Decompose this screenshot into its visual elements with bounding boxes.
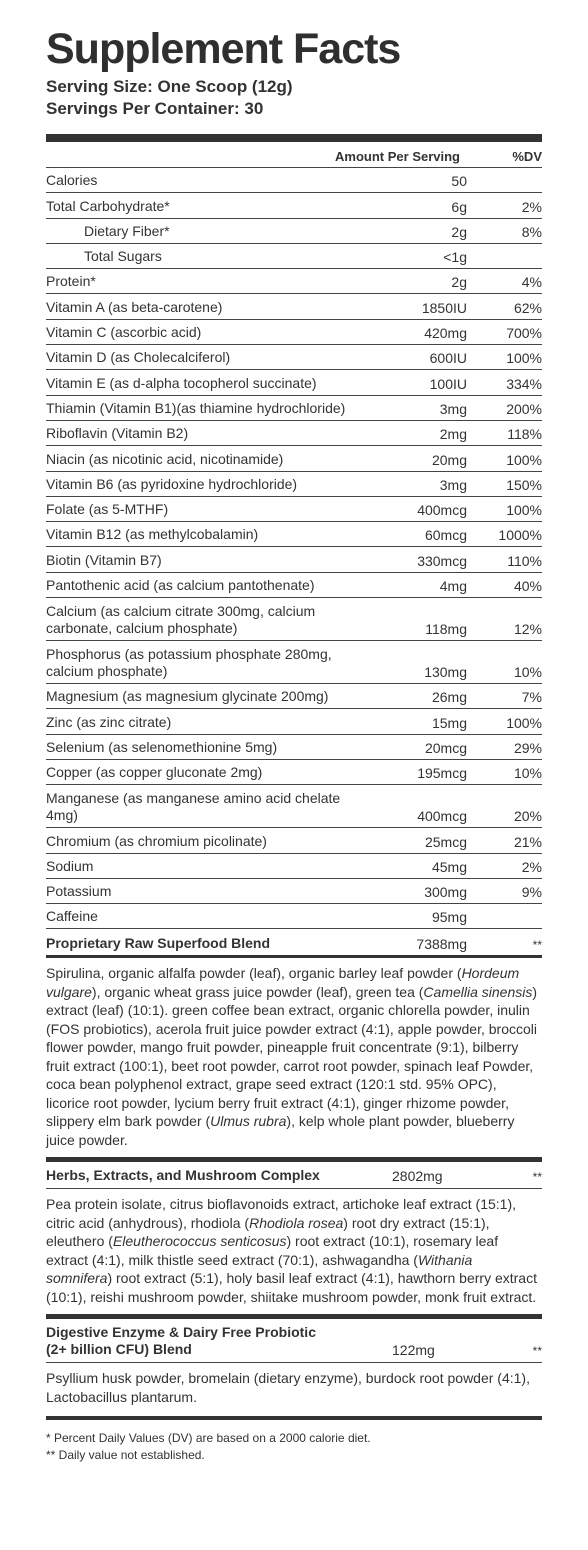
nutrient-dv: 29% — [513, 739, 542, 756]
nutrient-name: Chromium (as chromium picolinate) — [46, 832, 267, 849]
nutrient-amount: 20mcg — [424, 739, 467, 756]
nutrient-dv: 700% — [506, 325, 542, 342]
nutrient-dv: 100% — [506, 502, 542, 519]
nutrient-name: Calcium (as calcium citrate 300mg, calcium carbonate, calcium phosphate) — [46, 603, 316, 637]
nutrient-dv: 7% — [521, 689, 542, 706]
nutrient-amount: <1g — [443, 249, 467, 266]
blend-name: Proprietary Raw Superfood Blend — [46, 935, 271, 952]
nutrient-amount: 50 — [451, 173, 467, 190]
nutrient-name: Zinc (as zinc citrate) — [46, 713, 172, 730]
nutrient-name: Vitamin E (as d-alpha tocopherol succinate) — [46, 374, 317, 391]
nutrient-amount: 400mcg — [417, 502, 467, 519]
panel-title: Supplement Facts — [46, 25, 401, 73]
nutrient-row — [46, 879, 542, 904]
nutrient-name: Vitamin D (as Cholecalciferol) — [46, 349, 231, 366]
blend-name: Herbs, Extracts, and Mushroom Complex — [46, 1167, 320, 1184]
nutrient-name: Niacin (as nicotinic acid, nicotinamide) — [46, 450, 284, 467]
footnotes — [46, 1430, 542, 1464]
servings-per-container: Servings Per Container: 30 — [46, 99, 264, 118]
blend-ingredients-superfood: Spirulina, organic alfalfa powder (leaf), organic barley leaf powder (Hordeum vulgare), organic wheat grass juice powder (leaf), green tea (Camellia sinensis) extract (leaf) (10:1). green coffee bean extract, organic chlorella powder, inulin (FOS probiotics), acerola fruit juice powder extract (4:1), apple powder, broccoli flower powder, mango fruit powder, pineapple fruit concentrate (9:1), bilberry fruit extract (100:1), beet root powder, carrot root powder, spinach leaf Powder, coca bean polyphenol extract, grape seed extract (120:1 std. 95% OPC), licorice root powder, lycium berry fruit extract (4:1), ginger rhizome powder, slippery elm bark powder (Ulmus rubra), kelp whole plant powder, blueberry juice powder. — [46, 965, 538, 1148]
nutrient-dv: 2% — [521, 198, 542, 215]
blend-name — [46, 1324, 392, 1358]
nutrient-row — [46, 760, 542, 785]
nutrient-row — [46, 320, 542, 345]
nutrient-name: Caffeine — [46, 908, 98, 925]
column-header-row — [46, 142, 542, 168]
blend-name-line1: Digestive Enzyme & Dairy Free Probiotic — [46, 1324, 316, 1341]
nutrient-row — [46, 269, 542, 294]
footnote-not-established: ** Daily value not established. — [46, 1448, 205, 1463]
nutrient-amount: 26mg — [431, 689, 467, 706]
nutrient-row — [46, 735, 542, 760]
nutrient-dv: 8% — [521, 223, 542, 240]
dv-header: %DV — [512, 149, 542, 164]
nutrient-dv: 9% — [521, 884, 542, 901]
nutrient-row — [46, 547, 542, 572]
nutrient-amount: 100IU — [429, 375, 467, 392]
nutrient-dv: 110% — [507, 552, 542, 569]
nutrient-name: Biotin (Vitamin B7) — [46, 551, 162, 568]
nutrient-name: Calories — [46, 172, 98, 189]
nutrient-amount: 3mg — [439, 400, 467, 417]
nutrient-dv: 62% — [513, 299, 542, 316]
nutrient-amount: 118mg — [425, 621, 467, 638]
nutrient-amount: 4mg — [439, 578, 467, 595]
nutrient-amount: 400mcg — [417, 808, 467, 825]
nutrient-name: Folate (as 5-MTHF) — [46, 501, 169, 518]
nutrient-row — [46, 904, 542, 929]
nutrient-row — [46, 828, 542, 853]
nutrient-table — [46, 168, 542, 929]
nutrient-name: Total Carbohydrate* — [46, 197, 170, 214]
nutrient-dv: 10% — [513, 765, 542, 782]
nutrient-row — [46, 294, 542, 319]
nutrient-name: Vitamin C (ascorbic acid) — [46, 324, 202, 341]
nutrient-amount: 2g — [451, 274, 467, 291]
serving-size: Serving Size: One Scoop (12g) — [46, 77, 293, 96]
blend-ingredients-herbs: Pea protein isolate, citrus bioflavonoids extract, artichoke leaf extract (15:1), citric acid (anhydrous), rhodiola (Rhodiola rosea) root dry extract (15:1), eleuthero (Eleutherococcus senticosus) root extract (10:1), rosemary leaf extract (4:1), milk thistle seed extract (70:1), ashwagandha (Withania somnifera) root extract (5:1), holy basil leaf extract (4:1), hawthorn berry extract (10:1), reishi mushroom powder, shiitake mushroom powder, monk fruit extract. — [46, 1196, 537, 1305]
nutrient-amount: 45mg — [431, 858, 467, 875]
nutrient-row — [46, 684, 542, 709]
nutrient-row — [46, 785, 542, 828]
nutrient-row — [46, 421, 542, 446]
nutrient-name: Riboflavin (Vitamin B2) — [46, 425, 189, 442]
nutrient-dv: 100% — [506, 350, 542, 367]
nutrient-name: Manganese (as manganese amino acid chelate 4mg) — [46, 790, 341, 824]
nutrient-amount: 20mg — [431, 451, 467, 468]
blend-amount: 2802mg — [392, 1168, 443, 1185]
nutrient-name: Vitamin A (as beta-carotene) — [46, 298, 223, 315]
nutrient-dv: 2% — [521, 858, 542, 875]
nutrient-amount: 420mg — [424, 325, 467, 342]
nutrient-amount: 95mg — [431, 909, 467, 926]
nutrient-row — [46, 573, 542, 598]
nutrient-amount: 600IU — [429, 350, 467, 367]
nutrient-name: Vitamin B12 (as methylcobalamin) — [46, 526, 259, 543]
nutrient-amount: 3mg — [439, 476, 467, 493]
nutrient-name: Selenium (as selenomethionine 5mg) — [46, 738, 278, 755]
nutrient-dv: 200% — [506, 400, 542, 417]
nutrient-row — [46, 472, 542, 497]
blend-dv: ** — [532, 1344, 542, 1359]
nutrient-amount: 2mg — [439, 426, 467, 443]
blend-row-superfood — [46, 929, 542, 958]
top-thick-divider — [46, 134, 542, 142]
amount-per-serving-header: Amount Per Serving — [335, 149, 460, 164]
nutrient-dv: 334% — [506, 375, 542, 392]
nutrient-name: Pantothenic acid (as calcium pantothenate) — [46, 577, 315, 594]
blend-row-digestive — [46, 1319, 542, 1363]
bottom-divider — [46, 1416, 542, 1420]
footnote-dv: * Percent Daily Values (DV) are based on a 2000 calorie diet. — [46, 1431, 371, 1446]
nutrient-row — [46, 854, 542, 879]
nutrient-row — [46, 497, 542, 522]
nutrient-name: Phosphorus (as potassium phosphate 280mg, calcium phosphate) — [46, 646, 332, 680]
nutrient-dv: 40% — [513, 578, 542, 595]
nutrient-name: Dietary Fiber* — [84, 222, 170, 239]
supplement-facts-panel — [46, 26, 542, 1464]
nutrient-row — [46, 370, 542, 395]
nutrient-amount: 130mg — [424, 664, 467, 681]
nutrient-name: Protein* — [46, 273, 96, 290]
nutrient-row — [46, 709, 542, 734]
blend-amount: 122mg — [392, 1342, 435, 1359]
nutrient-name: Copper (as copper gluconate 2mg) — [46, 764, 263, 781]
blend-name-line2: (2+ billion CFU) Blend — [46, 1341, 192, 1358]
nutrient-dv: 118% — [507, 426, 542, 443]
nutrient-dv: 10% — [513, 664, 542, 681]
nutrient-amount: 300mg — [424, 884, 467, 901]
blend-ingredients-digestive: Psyllium husk powder, bromelain (dietary enzyme), burdock root powder (4:1), Lactobacillus plantarum. — [46, 1370, 530, 1405]
nutrient-row — [46, 168, 542, 193]
nutrient-row — [46, 396, 542, 421]
nutrient-dv: 4% — [521, 274, 542, 291]
nutrient-name: Total Sugars — [84, 248, 162, 265]
nutrient-amount: 60mcg — [424, 527, 467, 544]
nutrient-name: Vitamin B6 (as pyridoxine hydrochloride) — [46, 475, 298, 492]
nutrient-amount: 15mg — [431, 714, 467, 731]
nutrient-amount: 25mcg — [424, 833, 467, 850]
blend-row-herbs — [46, 1162, 542, 1189]
nutrient-dv: 12% — [513, 621, 542, 638]
nutrient-amount: 2g — [451, 223, 467, 240]
nutrient-name: Magnesium (as magnesium glycinate 200mg) — [46, 688, 329, 705]
nutrient-row — [46, 598, 542, 641]
nutrient-amount: 195mcg — [417, 765, 467, 782]
nutrient-dv: 21% — [513, 833, 542, 850]
nutrient-amount: 330mcg — [417, 552, 467, 569]
nutrient-name: Sodium — [46, 857, 94, 874]
nutrient-row — [46, 193, 542, 218]
nutrient-dv: 20% — [513, 808, 542, 825]
nutrient-row — [46, 522, 542, 547]
nutrient-amount: 1850IU — [421, 299, 467, 316]
nutrient-dv: 100% — [506, 714, 542, 731]
nutrient-dv: 150% — [506, 476, 542, 493]
nutrient-row — [46, 345, 542, 370]
blend-dv: ** — [532, 938, 542, 953]
nutrient-name: Potassium — [46, 883, 112, 900]
nutrient-row — [46, 641, 542, 684]
nutrient-dv: 1000% — [498, 527, 542, 544]
nutrient-dv: 100% — [506, 451, 542, 468]
nutrient-row — [46, 446, 542, 471]
blend-amount: 7388mg — [416, 936, 467, 953]
nutrient-amount: 6g — [451, 198, 467, 215]
nutrient-name: Thiamin (Vitamin B1)(as thiamine hydrochloride) — [46, 399, 346, 416]
nutrient-row — [46, 219, 542, 244]
nutrient-row — [46, 244, 542, 269]
blend-dv: ** — [532, 1170, 542, 1185]
